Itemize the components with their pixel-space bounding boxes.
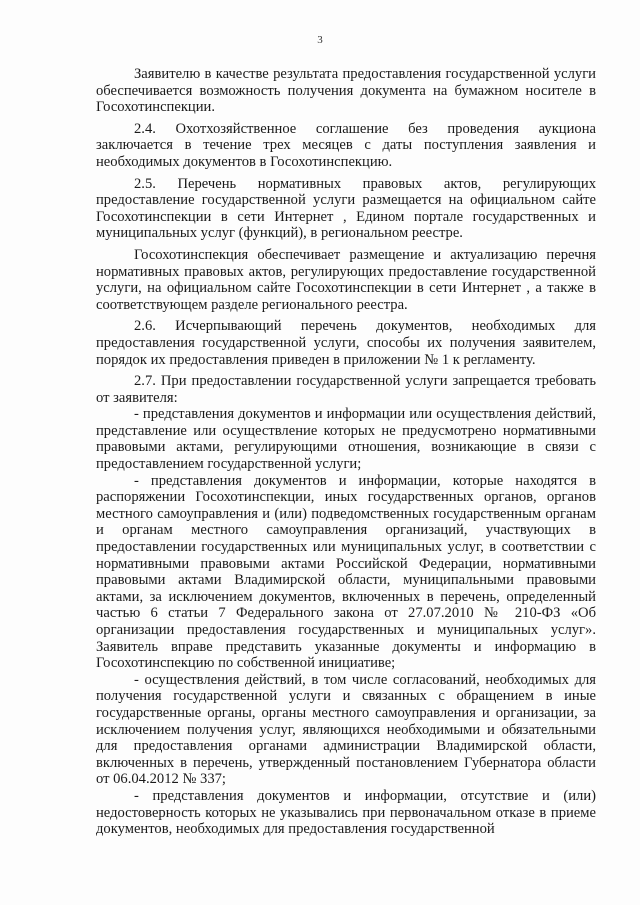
list-item-actions: - представления документов и информации или осуществления действий, представление или осуществление которых не предусмотрено нормативными правовыми актами, регулирующими отношения, возникающие в связи с предоставлением государственной услуги; xyxy=(96,406,596,473)
paragraph-result-info: Заявителю в качестве результата предоставления государственной услуги обеспечивается возможность получения документа на бумажном носителе в Госохотинспекции. xyxy=(96,66,596,116)
list-item-documents: - представления документов и информации, которые находятся в распоряжении Госохотинспекции, иных государственных органов, органов местного самоуправления и (или) подведомственных государственным органам и органам местного самоуправления организаций, участвующих в предоставлении государственных или муниципальных услуг, в соответствии с нормативными правовыми актами Российской Федерации, нормативными правовыми актами Владимирской области, муниципальными правовыми актами, за исключением документов, включенных в перечень, определенный частью 6 статьи 7 Федерального закона от 27.07.2010 № 210-ФЗ «Об организации предоставления государственных и муниципальных услуг». Заявитель вправе представить указанные документы и информацию в Госохотинспекцию по собственной инициативе; xyxy=(96,472,596,672)
paragraph-acts-placement: Госохотинспекция обеспечивает размещение и актуализацию перечня нормативных правовых актов, регулирующих предоставление государственной услуги, на официальном сайте Госохотинспекции в сети Интернет , а также в соответствующем разделе регионального реестра. xyxy=(96,246,596,313)
paragraph-2-6: 2.6. Исчерпывающий перечень документов, необходимых для предоставления государственной услуги, способы их получения заявителем, порядок их предоставления приведен в приложении № 1 к регламенту. xyxy=(96,318,596,368)
paragraph-2-5: 2.5. Перечень нормативных правовых актов, регулирующих предоставление государственной услуги размещается на официальном сайте Госохотинспекции в сети Интернет , Едином портале государственных и муниципальных услуг (функций), в региональном реестре. xyxy=(96,175,596,242)
list-item-approvals: - осуществления действий, в том числе согласований, необходимых для получения государственной услуги и связанных с обращением в иные государственные органы, органы местного самоуправления и организации, за исключением получения услуг, являющихся необходимыми и обязательными для предоставления органами администрации Владимирской области, включенных в перечень, утвержденный постановлением Губернатора области от 06.04.2012 № 337; xyxy=(96,671,596,788)
list-item-missing-docs: - представления документов и информации, отсутствие и (или) недостоверность которых не указывались при первоначальном отказе в приеме документов, необходимых для предоставления государственной xyxy=(96,787,596,838)
paragraph-2-4: 2.4. Охотхозяйственное соглашение без проведения аукциона заключается в течение трех месяцев с даты поступления заявления и необходимых документов в Госохотинспекцию. xyxy=(96,120,596,170)
paragraph-2-7: 2.7. При предоставлении государственной услуги запрещается требовать от заявителя: xyxy=(96,373,596,406)
document-body xyxy=(96,66,596,838)
page-number: 3 xyxy=(317,34,323,46)
